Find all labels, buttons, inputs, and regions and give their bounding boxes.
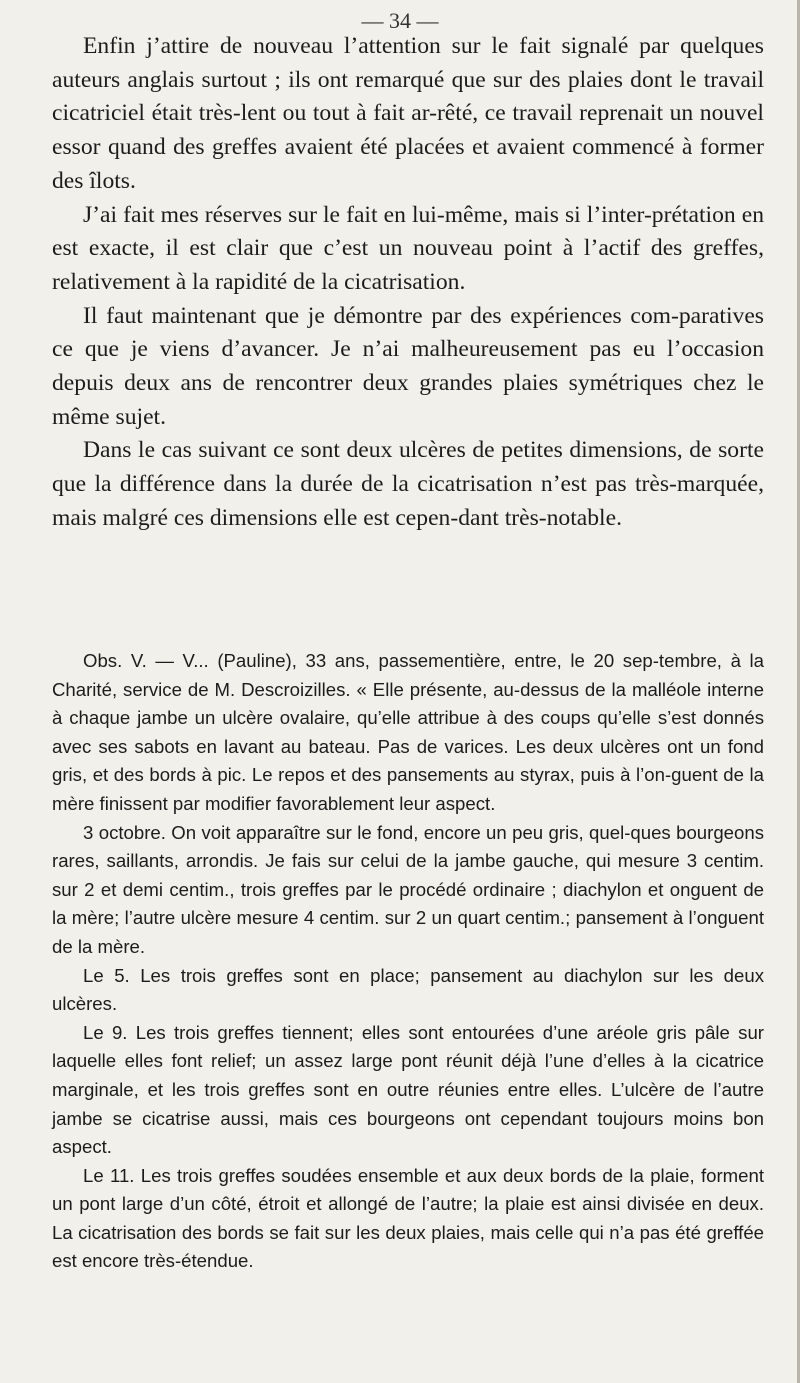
paragraph: Il faut maintenant que je démontre par des expériences com-paratives ce que je viens d’avancer. Je n’ai malheureusement pas eu l’occasion depuis deux ans de rencontrer deux grandes plaies symétriques chez le même sujet. bbox=[52, 302, 764, 430]
observation-paragraph: Le 9. Les trois greffes tiennent; elles sont entourées d’une aréole gris pâle sur laquelle elles font relief; un assez large pont réunit déjà l’une d’elles à la cicatrice marginale, et les trois greffes sont en outre réunies entre elles. L’ulcère de l’autre jambe se cicatrise aussi, mais ces bourgeons ont cependant toujours moins bon aspect. bbox=[52, 1021, 764, 1158]
observation-paragraph: Obs. V. — V... (Pauline), 33 ans, passementière, entre, le 20 sep-tembre, à la Charité, service de M. Descroizilles. « Elle présente, au-dessus de la malléole interne à chaque jambe un ulcère ovalaire, qu’elle attribue à des coups qu’elle s’est donnés avec ses sabots en lavant au bateau. Pas de varices. Les deux ulcères ont un fond gris, et des bords à pic. Le repos et des pansements au styrax, puis à l’on-guent de la mère finissent par modifier favorablement leur aspect. bbox=[52, 650, 764, 814]
observation-paragraph: 3 octobre. On voit apparaître sur le fond, encore un peu gris, quel-ques bourgeons rares, saillants, arrondis. Je fais sur celui de la jambe gauche, qui mesure 3 centim. sur 2 et demi centim., trois greffes par le procédé ordinaire ; diachylon et onguent de la mère; l’autre ulcère mesure 4 centim. sur 2 un quart centim.; pansement à l’onguent de la mère. bbox=[52, 821, 764, 957]
paragraph: J’ai fait mes réserves sur le fait en lui-même, mais si l’inter-prétation en est exacte, il est clair que c’est un nouveau point à l’actif des greffes, relativement à la rapidité de la cicatrisation. bbox=[52, 201, 764, 295]
observation-block bbox=[52, 647, 764, 1276]
main-text bbox=[52, 30, 764, 536]
observation-paragraph: Le 11. Les trois greffes soudées ensemble et aux deux bords de la plaie, forment un pont large d’un côté, étroit et allongé de l’autre; la plaie est ainsi divisée en deux. La cicatrisation des bords se fait sur les deux plaies, mais celle qui n’a pas été greffée est encore très-étendue. bbox=[52, 1164, 764, 1272]
page-number: — 34 — bbox=[361, 8, 439, 33]
observation-paragraph: Le 5. Les trois greffes sont en place; pansement au diachylon sur les deux ulcères. bbox=[52, 964, 764, 1015]
paragraph: Enfin j’attire de nouveau l’attention sur le fait signalé par quelques auteurs anglais surtout ; ils ont remarqué que sur des plaies dont le travail cicatriciel était très-lent ou tout à fait ar-rêté, ce travail reprenait un nouvel essor quand des greffes avaient été placées et avaient commencé à former des îlots. bbox=[52, 33, 764, 194]
paragraph: Dans le cas suivant ce sont deux ulcères de petites dimensions, de sorte que la différence dans la durée de la cicatrisation n’est pas très-marquée, mais malgré ces dimensions elle est cepen-dant très-notable. bbox=[52, 437, 764, 531]
